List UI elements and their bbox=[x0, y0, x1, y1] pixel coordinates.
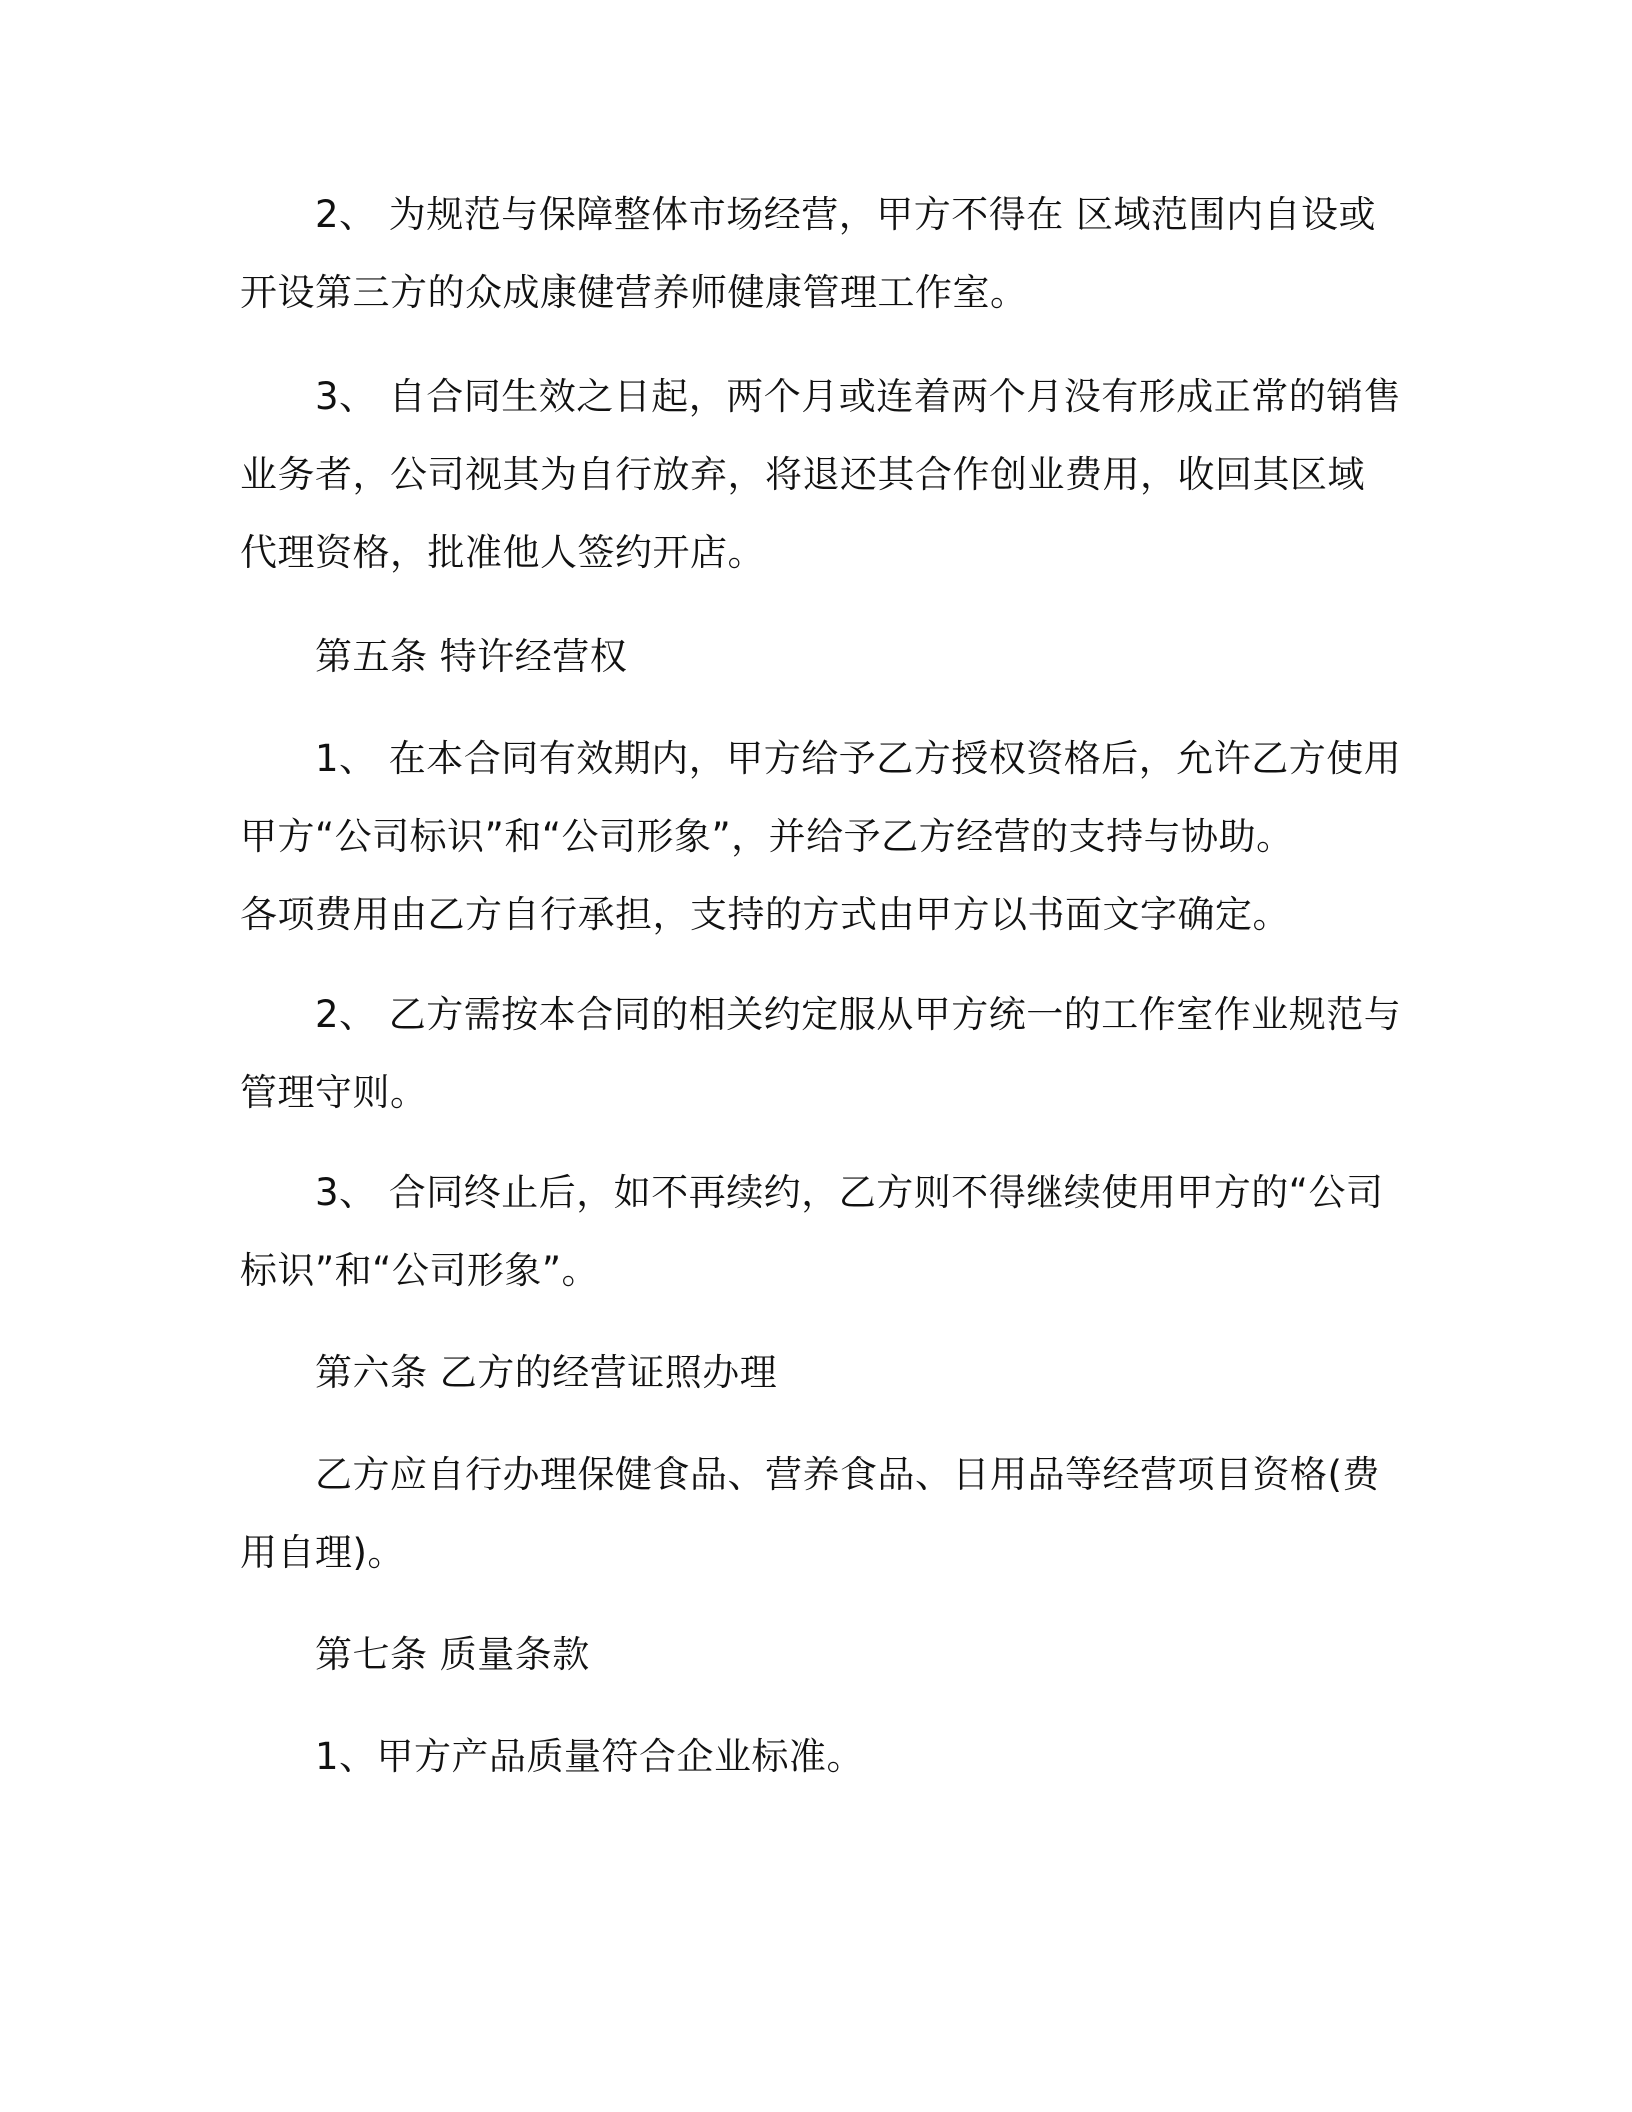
paragraph-line: 管理守则。 bbox=[240, 1071, 428, 1114]
clause-paragraph bbox=[240, 1154, 1390, 1310]
paragraph-line: 1、甲方产品质量符合企业标准。 bbox=[315, 1735, 865, 1778]
paragraph-line: 2、 为规范与保障整体市场经营，甲方不得在 区域范围内自设或 bbox=[315, 193, 1377, 236]
section-heading bbox=[240, 1616, 1390, 1694]
paragraph-line: 用自理)。 bbox=[240, 1531, 405, 1574]
paragraph-line: 代理资格，批准他人签约开店。 bbox=[240, 531, 765, 574]
paragraph-line: 3、 自合同生效之日起，两个月或连着两个月没有形成正常的销售 bbox=[315, 375, 1402, 418]
paragraph-line: 2、 乙方需按本合同的相关约定服从甲方统一的工作室作业规范与 bbox=[315, 993, 1402, 1036]
heading-text: 第七条 质量条款 bbox=[315, 1633, 590, 1676]
clause-paragraph bbox=[240, 176, 1390, 332]
heading-text: 第五条 特许经营权 bbox=[315, 635, 628, 678]
paragraph-line: 各项费用由乙方自行承担，支持的方式由甲方以书面文字确定。 bbox=[240, 893, 1290, 936]
paragraph-line: 标识”和“公司形象”。 bbox=[240, 1249, 600, 1292]
clause-paragraph bbox=[240, 720, 1402, 954]
paragraph-line: 开设第三方的众成康健营养师健康管理工作室。 bbox=[240, 271, 1028, 314]
paragraph-line: 乙方应自行办理保健食品、营养食品、日用品等经营项目资格(费 bbox=[315, 1453, 1380, 1496]
clause-paragraph bbox=[240, 976, 1402, 1132]
paragraph-line: 3、 合同终止后，如不再续约，乙方则不得继续使用甲方的“公司 bbox=[315, 1171, 1384, 1214]
section-heading bbox=[240, 1334, 1390, 1412]
paragraph-line: 1、 在本合同有效期内，甲方给予乙方授权资格后，允许乙方使用 bbox=[315, 737, 1402, 780]
clause-paragraph bbox=[240, 358, 1402, 592]
paragraph-line: 业务者，公司视其为自行放弃，将退还其合作创业费用，收回其区域 bbox=[240, 453, 1365, 496]
clause-paragraph bbox=[240, 1718, 1390, 1796]
paragraph-line: 甲方“公司标识”和“公司形象”，并给予乙方经营的支持与协助。 bbox=[240, 815, 1294, 858]
section-heading bbox=[240, 618, 1390, 696]
heading-text: 第六条 乙方的经营证照办理 bbox=[315, 1351, 778, 1394]
clause-paragraph bbox=[240, 1436, 1390, 1592]
